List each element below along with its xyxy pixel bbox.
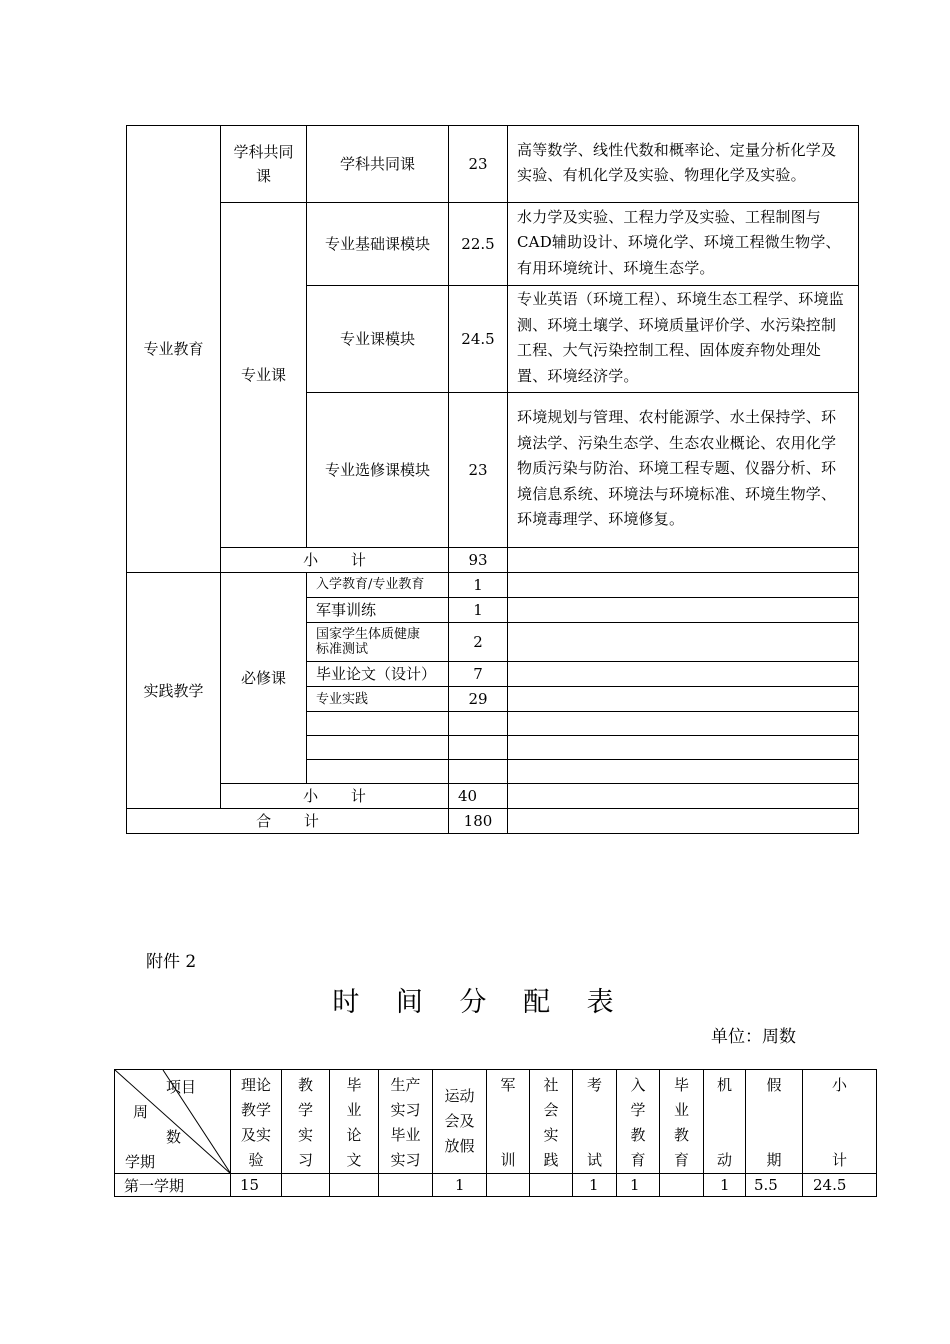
header-thesis: 毕业论文 [330,1070,379,1174]
attachment-label: 附件 2 [146,952,197,972]
common-course-category: 学科共同课 [221,126,307,203]
practice-item-name: 入学教育/专业教育 [307,573,449,598]
empty-cell [508,712,859,736]
header-theory: 理论教学及实验 [231,1070,282,1174]
corner-item-label: 项目 [166,1078,197,1096]
empty-cell [307,712,449,736]
specialty-subtotal-value: 93 [449,548,508,573]
grand-total-label: 合 计 [127,809,449,834]
module-course-list: 专业英语（环境工程）、环境生态工程学、环境监测、环境土壤学、环境质量评价学、水污染控制工程、大气污染控制工程、固体废弃物处理处置、环境经济学。 [508,286,859,393]
module-course-list: 环境规划与管理、农村能源学、水土保持学、环境法学、污染生态学、生态农业概论、农用化学物质污染与防治、环境工程专题、仪器分析、环境信息系统、环境法与环境标准、环境生物学、环境毒理学、环境修复。 [508,393,859,548]
value-cell: 24.5 [803,1174,877,1197]
practice-course-category: 必修课 [221,573,307,784]
value-cell [530,1174,573,1197]
empty-cell [508,598,859,623]
value-cell: 1 [573,1174,617,1197]
value-cell: 5.5 [746,1174,803,1197]
corner-week-label: 周 [133,1103,149,1121]
empty-cell [508,623,859,662]
module-name: 专业选修课模块 [307,393,449,548]
practice-item-credits: 1 [449,573,508,598]
module-course-list: 水力学及实验、工程力学及实验、工程制图与CAD辅助设计、环境化学、环境工程微生物学、有用环境统计、环境生态学。 [508,203,859,286]
corner-term-label: 学期 [125,1153,156,1171]
practice-subtotal-value: 40 [449,784,508,809]
header-military-training [487,1070,530,1174]
grand-total-value: 180 [449,809,508,834]
header-teaching-practice: 教学实习 [282,1070,330,1174]
common-course-credits: 23 [449,126,508,203]
common-course-name: 学科共同课 [307,126,449,203]
empty-cell [508,736,859,760]
practice-item-credits: 7 [449,662,508,687]
value-cell: 15 [231,1174,282,1197]
header-subtotal-char-1: 小 [831,1076,847,1094]
empty-cell [508,784,859,809]
practice-item-credits: 2 [449,623,508,662]
header-military-char-1: 军 [500,1076,516,1094]
header-exam-char-2: 试 [586,1151,602,1169]
common-course-list: 高等数学、线性代数和概率论、定量分析化学及实验、有机化学及实验、物理化学及实验。 [508,126,859,203]
header-production-practice: 生产实习毕业实习 [379,1070,433,1174]
module-credits: 23 [449,393,508,548]
value-cell: 1 [704,1174,746,1197]
header-sports-holiday: 运动会及放假 [433,1070,487,1174]
header-vacation-char-2: 期 [766,1151,782,1169]
value-cell [487,1174,530,1197]
practice-item-name: 专业实践 [307,687,449,712]
time-allocation-table [114,1069,877,1197]
practice-item-credits: 29 [449,687,508,712]
module-credits: 22.5 [449,203,508,286]
empty-cell [508,662,859,687]
specialty-subtotal-label: 小 计 [221,548,449,573]
empty-cell [307,760,449,784]
header-subtotal-char-2: 计 [831,1151,847,1169]
empty-cell [508,809,859,834]
value-cell [379,1174,433,1197]
value-cell [660,1174,704,1197]
empty-cell [307,736,449,760]
category-practice-education: 实践教学 [127,573,221,809]
major-course-category: 专业课 [221,203,307,548]
header-flexible [704,1070,746,1174]
empty-cell [449,760,508,784]
table-row [115,1174,877,1197]
unit-label: 单位：周数 [711,1027,796,1047]
header-enrollment-education: 入学教育 [617,1070,660,1174]
module-credits: 24.5 [449,286,508,393]
module-name: 专业课模块 [307,286,449,393]
value-cell [330,1174,379,1197]
empty-cell [508,687,859,712]
practice-item-credits: 1 [449,598,508,623]
practice-item-name: 国家学生体质健康标准测试 [307,623,449,662]
header-vacation [746,1070,803,1174]
page-title: 时 间 分 配 表 [332,987,628,1018]
module-name: 专业基础课模块 [307,203,449,286]
header-subtotal [803,1070,877,1174]
practice-item-name: 毕业论文（设计） [307,662,449,687]
header-flexible-char-1: 机 [716,1076,732,1094]
header-graduation-education: 毕业教育 [660,1070,704,1174]
header-military-char-2: 训 [500,1151,516,1169]
practice-item-name: 军事训练 [307,598,449,623]
header-social-practice: 社会实践 [530,1070,573,1174]
header-vacation-char-1: 假 [766,1076,782,1094]
value-cell [282,1174,330,1197]
empty-cell [508,760,859,784]
value-cell: 1 [433,1174,487,1197]
corner-header-cell [115,1070,231,1174]
header-flexible-char-2: 动 [716,1151,732,1169]
practice-subtotal-label: 小 计 [221,784,449,809]
empty-cell [508,548,859,573]
corner-count-label: 数 [166,1128,182,1146]
empty-cell [449,736,508,760]
term-cell: 第一学期 [115,1174,231,1197]
empty-cell [449,712,508,736]
header-exam [573,1070,617,1174]
curriculum-table [126,125,859,834]
empty-cell [508,573,859,598]
header-exam-char-1: 考 [586,1076,602,1094]
value-cell: 1 [617,1174,660,1197]
category-specialty-education: 专业教育 [127,126,221,573]
